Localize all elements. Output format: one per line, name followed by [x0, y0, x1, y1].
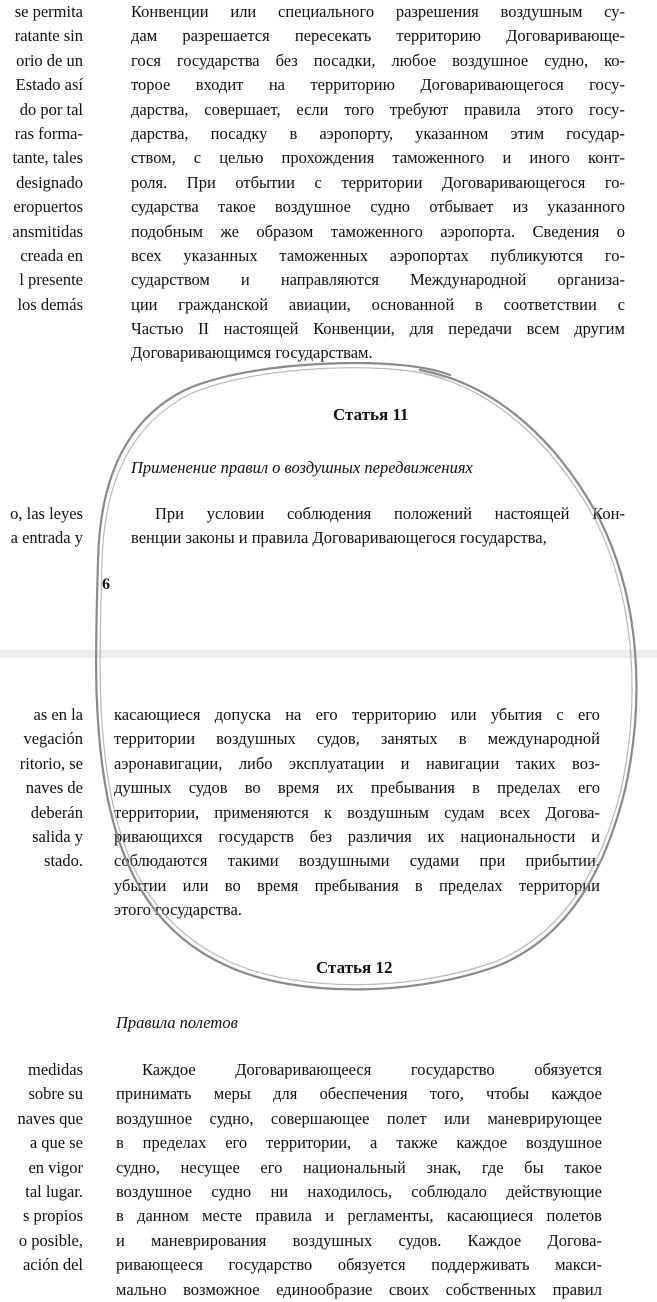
text-line: подобным же образом таможенного аэропорта. Сведения о — [131, 221, 625, 241]
text-line: ривающихся государств без различия их национальности и — [114, 826, 600, 846]
text-line: Частью II настоящей Конвенции, для передачи всем другим — [131, 319, 625, 339]
text-line: торое входит на территорию Договаривающегося госу- — [131, 75, 625, 95]
spanish-line: l presente — [19, 270, 83, 290]
text-line: мально возможное единообразие своих собственных правил — [116, 1279, 602, 1299]
document-page-top — [0, 0, 657, 650]
text-line: Каждое Договаривающееся государство обязуется — [142, 1060, 602, 1079]
text-line: соблюдаются такими воздушными судами при прибытии, — [114, 851, 600, 871]
article12-heading: Статья 12 — [316, 958, 393, 977]
article11-subheading: Применение правил о воздушных передвижениях — [131, 458, 473, 477]
spanish-column-top — [12, 0, 83, 317]
spanish-line: creada en — [20, 245, 83, 265]
text-line: душных судов во время их пребывания в пределах его — [114, 778, 600, 798]
page-number: 6 — [102, 576, 110, 593]
spanish-line: designado — [16, 172, 83, 192]
spanish-line: tante, tales — [12, 148, 83, 168]
spanish-line: a entrada y — [10, 528, 83, 548]
text-line: сударства такое воздушное судно отбывает из указанного — [131, 197, 625, 217]
spanish-line: eropuertos — [13, 197, 83, 217]
paragraph-article10-end — [131, 0, 625, 366]
spanish-line: naves que — [17, 1108, 83, 1128]
text-line: Договаривающимся государствам. — [131, 343, 373, 363]
spanish-line: ación del — [22, 1255, 83, 1275]
spanish-line: do por tal — [19, 99, 83, 119]
spanish-line: s propios — [22, 1206, 83, 1226]
text-line: венции законы и правила Договаривающегося государства, — [131, 528, 547, 548]
spanish-column-bottom-a — [20, 703, 83, 874]
spanish-line: stado. — [44, 851, 83, 871]
spanish-line: sobre su — [28, 1084, 83, 1104]
spanish-line: a que se — [29, 1133, 83, 1153]
spanish-line: ratante sin — [14, 26, 83, 46]
text-line: дарства, посадку в аэропорту, указанном этим государ- — [131, 123, 625, 143]
text-line: касающиеся допуска на его территорию или убытия с его — [114, 705, 600, 724]
spanish-line: ras forma- — [14, 123, 83, 143]
text-line: этого государства. — [114, 900, 242, 920]
spanish-line: naves de — [25, 778, 83, 798]
text-line: Конвенции или специального разрешения воздушным су- — [131, 2, 625, 21]
text-line: судно, несущее его национальный знак, где бы такое — [116, 1157, 602, 1177]
spanish-line: medidas — [28, 1060, 83, 1079]
page-separator — [0, 650, 657, 658]
text-line: воздушное судно, совершающее полет или маневрирующее — [116, 1108, 602, 1128]
text-line: принимать меры для обеспечения того, чтобы каждое — [116, 1084, 602, 1104]
paragraph-article11-start — [131, 502, 625, 551]
spanish-line: as en la — [33, 705, 83, 724]
spanish-line: Estado así — [15, 75, 83, 95]
spanish-line: tal lugar. — [25, 1181, 83, 1201]
spanish-line: vegación — [23, 729, 83, 749]
spanish-line: ansmitidas — [12, 221, 83, 241]
text-line: всех указанных таможенных аэропортах публикуются го- — [131, 245, 625, 265]
article11-heading: Статья 11 — [333, 405, 409, 424]
text-line: При условии соблюдения положений настоящей Кон- — [155, 504, 625, 523]
paragraph-article12 — [116, 1058, 602, 1302]
spanish-column-middle — [10, 502, 83, 551]
text-line: дарства, совершает, если того требуют правила этого госу- — [131, 99, 625, 119]
text-line: гося государства без посадки, любое воздушное судно, ко- — [131, 50, 625, 70]
text-line: территории, применяются к воздушным судам всех Догова- — [114, 802, 600, 822]
text-line: дам разрешается пересекать территорию Договаривающе- — [131, 26, 625, 46]
paragraph-article11-continued — [114, 703, 600, 923]
text-line: роля. При отбытии с территории Договаривающегося го- — [131, 172, 625, 192]
text-line: ривающееся государство обязуется поддерживать макси- — [116, 1255, 602, 1275]
spanish-line: en vigor — [28, 1157, 83, 1177]
text-line: аэронавигации, либо эксплуатации и навигации таких воз- — [114, 753, 600, 773]
spanish-line: deberán — [30, 802, 83, 822]
spanish-line: se permita — [14, 2, 83, 21]
text-line: ции гражданской авиации, основанной в соответствии с — [131, 294, 625, 314]
spanish-line: orio de un — [16, 50, 83, 70]
text-line: воздушное судно ни находилось, соблюдало действующие — [116, 1181, 602, 1201]
text-line: и маневрирования воздушных судов. Каждое Догова- — [116, 1230, 602, 1250]
text-line: территории воздушных судов, занятых в международной — [114, 729, 600, 749]
spanish-line: o, las leyes — [10, 504, 83, 523]
text-line: в данном месте правила и регламенты, касающиеся полетов — [116, 1206, 602, 1226]
spanish-line: o posible, — [18, 1230, 83, 1250]
document-page-bottom — [0, 658, 657, 1299]
text-line: сударством и направляются Международной организа- — [131, 270, 625, 290]
spanish-line: los demás — [17, 294, 83, 314]
article12-subheading: Правила полетов — [116, 1013, 238, 1032]
spanish-line: salida y — [32, 826, 83, 846]
spanish-line: ritorio, se — [19, 753, 83, 773]
spanish-column-bottom-b — [17, 1058, 83, 1278]
text-line: ством, с целью прохождения таможенного и иного конт- — [131, 148, 625, 168]
text-line: убытии или во время пребывания в пределах территории — [114, 875, 600, 895]
text-line: в пределах его территории, а также каждое воздушное — [116, 1133, 602, 1153]
